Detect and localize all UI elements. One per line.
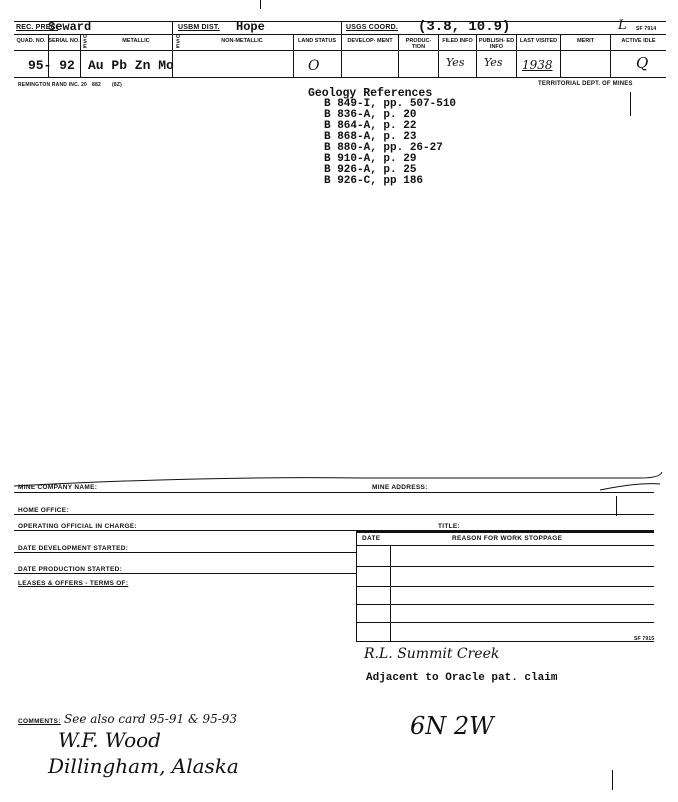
date-dev-started-label: DATE DEVELOPMENT STARTED: (18, 545, 129, 552)
col-header-development: DEVELOP- MENT (347, 38, 393, 44)
leases-offers-label: LEASES & OFFERS - TERMS OF: (18, 580, 129, 587)
col-header-serial: SERIAL NO. (48, 38, 80, 44)
col-header-quad: QUAD. NO. (16, 38, 46, 44)
mine-address-label: MINE ADDRESS: (372, 484, 428, 491)
rl-note: R.L. Summit Creek (364, 646, 500, 662)
geology-ref: B 836-A, p. 20 (324, 109, 417, 121)
home-office-label: HOME OFFICE: (18, 507, 69, 514)
stoppage-row-line (356, 545, 654, 546)
township-note: 6N 2W (410, 712, 494, 740)
col-header-use: U S E (83, 34, 87, 50)
active-idle-value: Q (636, 54, 649, 72)
col-header-merit: MERIT (576, 38, 595, 44)
col-header-last-visited: LAST VISITED (519, 38, 558, 44)
rec-prec-value: Seward (48, 20, 92, 34)
back-line (14, 552, 356, 553)
geology-ref: B 926-A, p. 25 (324, 164, 417, 176)
col-header-published-info: PUBLISH- ED INFO (478, 38, 515, 50)
printer-code: (8Z) (112, 82, 122, 88)
date-label: DATE (362, 535, 381, 542)
usgs-coord-label: USGS COORD. (346, 24, 398, 31)
stoppage-row-line (356, 622, 654, 623)
bottom-right-tick (612, 770, 613, 790)
stoppage-table-top (356, 531, 654, 533)
usbm-dist-label: USBM DIST. (178, 24, 220, 31)
stoppage-row-line (356, 586, 654, 587)
printer-number: 882 (92, 82, 101, 88)
data-row-bottom-line (14, 77, 666, 78)
col-header-non-metallic: NON-METALLIC (221, 38, 263, 44)
mine-company-label: MINE COMPANY NAME: (18, 484, 98, 491)
quad-serial-value: 95- 92 (28, 58, 75, 73)
metallic-value: Au Pb Zn Mo (88, 58, 174, 73)
rec-prec-label: REC. PREC. (16, 24, 59, 31)
header-divider-1 (172, 22, 173, 34)
col-header-active-idle: ACTIVE IDLE (621, 38, 656, 44)
back-line (14, 514, 654, 515)
last-visited-value: 1938 (522, 58, 553, 72)
back-line (14, 573, 356, 574)
reason-label: REASON FOR WORK STOPPAGE (452, 535, 563, 542)
signature-name: W.F. Wood (58, 728, 161, 752)
geology-title: Geology References (308, 87, 433, 100)
printer-imprint: REMINGTON RAND INC. 20 (18, 82, 88, 88)
adjacent-note: Adjacent to Oracle pat. claim (366, 672, 558, 684)
form-number: SF 7914 (636, 26, 657, 32)
col-header-use-2: U S E (176, 34, 180, 50)
card-edge-curve (0, 462, 678, 492)
column-header-bottom-line (14, 50, 666, 51)
right-tick (616, 496, 617, 516)
back-line (14, 492, 654, 493)
header-divider-2 (341, 22, 342, 34)
title-label: TITLE: (438, 523, 461, 530)
stoppage-row-line (356, 566, 654, 567)
stoppage-row-line (356, 604, 654, 605)
col-header-metallic: METALLIC (122, 38, 150, 44)
col-header-filed-info: FILED INFO (442, 38, 473, 44)
header-mid-line (14, 34, 666, 35)
geology-ref: B 849-I, pp. 507-510 (324, 98, 457, 110)
operating-official-label: OPERATING OFFICIAL IN CHARGE: (18, 523, 137, 530)
filed-info-value: Yes (446, 56, 465, 69)
geology-ref: B 868-A, p. 23 (324, 131, 417, 143)
header-top-line (14, 21, 666, 22)
usbm-dist-value: Hope (236, 20, 265, 34)
land-status-value: O (308, 58, 320, 74)
published-info-value: Yes (484, 56, 503, 69)
signature-place: Dillingham, Alaska (48, 754, 239, 778)
usgs-coord-value: (3.8, 10.9) (418, 19, 511, 35)
col-header-land-status: LAND STATUS (298, 38, 336, 44)
comments-value: See also card 95-91 & 95-93 (64, 712, 238, 726)
territorial-dept: TERRITORIAL DEPT. OF MINES (538, 81, 633, 87)
geology-ref: B 864-A, p. 22 (324, 120, 417, 132)
top-tick (260, 0, 261, 9)
geology-ref: B 910-A, p. 29 (324, 153, 417, 165)
corner-mark: L (618, 18, 627, 33)
comments-label: COMMENTS: (18, 718, 61, 725)
date-prod-started-label: DATE PRODUCTION STARTED: (18, 566, 123, 573)
col-header-production: PRODUC- TION (405, 38, 432, 50)
geology-ref: B 880-A, pp. 26-27 (324, 142, 443, 154)
right-margin-mark (630, 92, 631, 116)
form-number-back: SF 7915 (634, 636, 655, 642)
geology-ref: B 926-C, pp 186 (324, 175, 424, 187)
stoppage-row-line (356, 641, 654, 642)
geology-references (308, 88, 456, 187)
stoppage-date-divider (390, 545, 391, 641)
